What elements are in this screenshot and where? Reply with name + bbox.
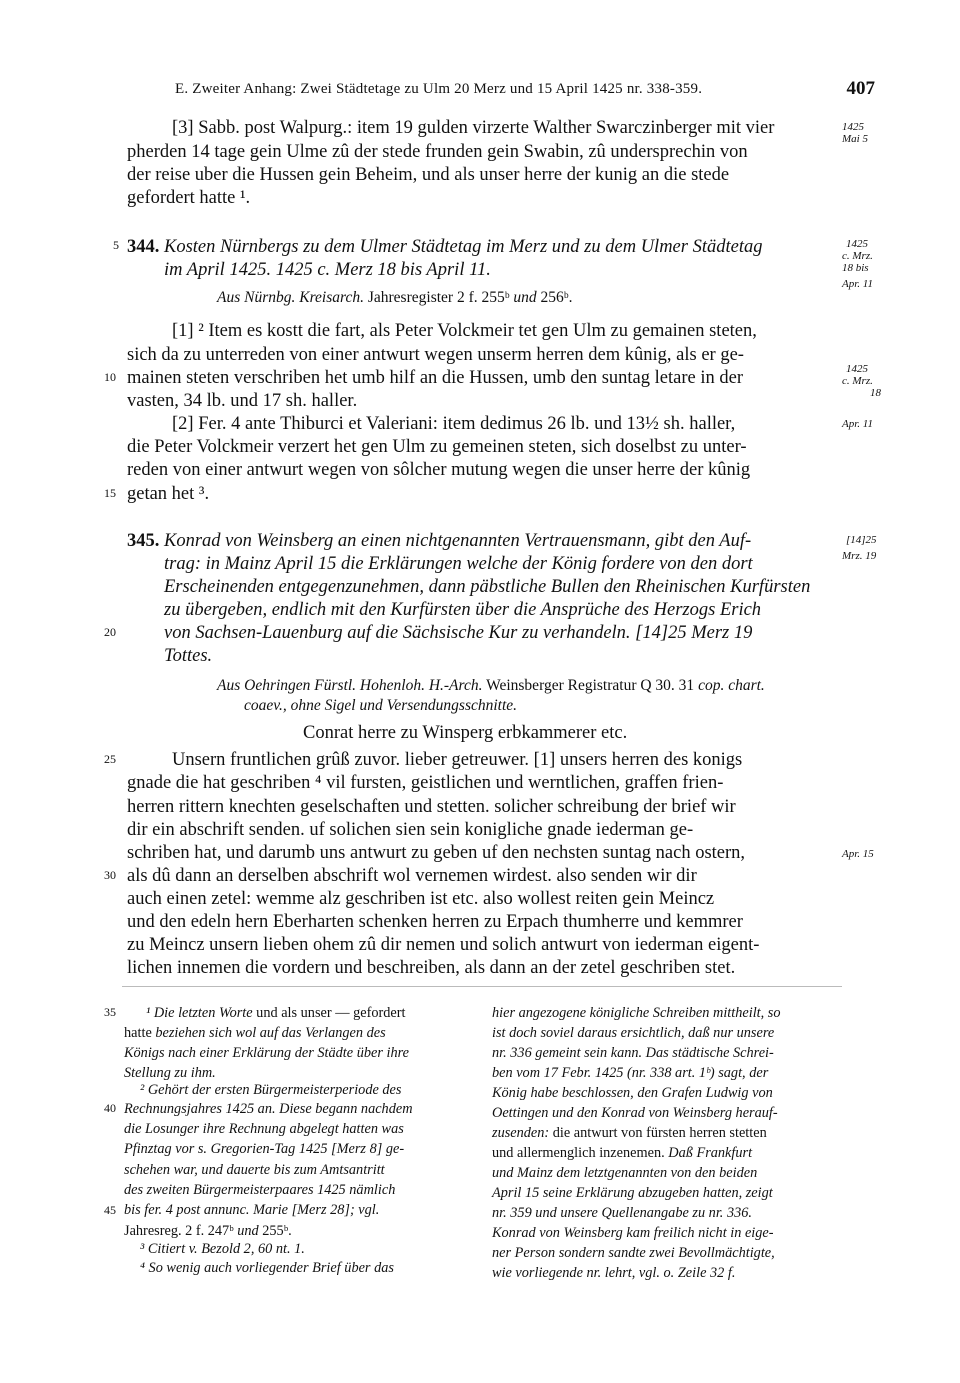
margin-year: 1425	[846, 363, 868, 375]
running-header	[175, 78, 875, 104]
margin-day: Mai 5	[842, 133, 868, 145]
source-archive: Aus Oehringen Fürstl. Hohenloh. H.-Arch.	[217, 677, 483, 694]
footnote-line: König habe beschlossen, den Grafen Ludwig von	[492, 1085, 773, 1101]
footnote-line: des zweiten Bürgermeisterpaares 1425 nämlich	[124, 1182, 396, 1198]
source-conj: und	[513, 289, 537, 306]
footnote-text: die antwurt von fürsten herren stetten	[549, 1125, 767, 1141]
source-line	[217, 289, 572, 307]
doc-title: Konrad von Weinsberg an einen nichtgenannten Vertrauensmann, gibt den Auf-	[164, 531, 752, 551]
footnote-text: und als unser — gefordert	[252, 1005, 406, 1021]
footnote-text: 255ᵇ.	[258, 1223, 292, 1239]
margin-date	[842, 238, 873, 290]
text-line: zu Meincz unsern lieben ohem zû dir nemen und solich antwurt von iederman eigent-	[127, 935, 760, 955]
text-line: herren rittern knechten geselschaften und stetten. solicher schreibung der brief wir	[127, 797, 736, 817]
footnote-text: beziehen sich wol auf das Verlangen des	[155, 1025, 386, 1041]
margin-year: [14]25	[846, 534, 877, 546]
text-line: [2] Fer. 4 ante Thiburci et Valeriani: item dedimus 26 lb. und 13½ sh. haller,	[172, 414, 736, 434]
margin-day: 18 bis	[842, 262, 869, 274]
footnote-line: Pfinztag vor s. Gregorien-Tag 1425 [Merz 8] ge-	[124, 1141, 405, 1157]
footnote-line: Konrad von Weinsberg kam freilich nicht in eige-	[492, 1225, 774, 1241]
footnote-line	[146, 1003, 405, 1024]
doc-title: zu übergeben, endlich mit den Kurfürsten über die Ansprüche des Herzogs Erich	[164, 600, 762, 620]
page-number: 407	[846, 78, 875, 99]
doc-number: 344.	[127, 237, 160, 257]
letter-address: Conrat herre zu Winsperg erbkammerer etc.	[303, 723, 628, 743]
text-line: gefordert hatte ¹.	[127, 188, 251, 208]
footnote-line	[124, 1023, 386, 1044]
margin-day: c. Mrz.	[842, 250, 873, 262]
footnote-line: schehen war, und dauerte bis zum Amtsantritt	[124, 1162, 385, 1178]
line-number: 35	[104, 1005, 116, 1019]
text-line: sich da zu unterreden von einer antwurt wegen unserm herren dem kûnig, als er ge-	[127, 345, 744, 365]
line-number: 30	[104, 868, 116, 882]
footnote-line: Oettingen und den Konrad von Weinsberg herauf-	[492, 1105, 778, 1121]
footnote-line: die Losunger ihre Rechnung abgelegt hatten was	[124, 1121, 404, 1137]
footnote-text: Daß Frankfurt	[668, 1145, 753, 1161]
text-line: die Peter Volckmeir verzert het gen Ulm zu gemeinen steten, sich doselbst zu unter-	[127, 437, 747, 457]
source-line: coaev., ohne Sigel und Versendungsschnitte.	[244, 697, 518, 714]
footnote-text: und allermenglich inzenemen.	[492, 1145, 669, 1161]
footnote-line: bis fer. 4 post annunc. Marie [Merz 28]; vgl.	[124, 1202, 380, 1218]
text-line: pherden 14 tage gein Ulme zû der stede frunden gein Swabin, zû undersprechin von	[127, 142, 748, 162]
margin-day: Apr. 11	[842, 278, 873, 290]
line-number: 10	[104, 370, 116, 384]
margin-day: Mrz. 19	[842, 550, 877, 562]
text-line: als dû dann an derselben abschrift wol vernemen wirdest. also senden wir dir	[127, 866, 697, 886]
footnote-text: und	[237, 1223, 259, 1239]
margin-date: Apr. 11	[842, 418, 873, 430]
footnote-text: Jahresreg. 2 f. 247ᵇ	[124, 1223, 238, 1239]
doc-title: im April 1425. 1425 c. Merz 18 bis April 11.	[164, 260, 491, 280]
text-line: mainen steten verschriben het umb hilf an die Hussen, umb den suntag letare in der	[127, 368, 743, 388]
text-line: reden von einer antwurt wegen von sôlcher mutung wegen die unser herre der kûnig	[127, 460, 751, 480]
footnote-line: Königs nach einer Erklärung der Städte über ihre	[124, 1045, 409, 1061]
line-number: 45	[104, 1203, 116, 1217]
doc-number: 345.	[127, 531, 160, 551]
footnote-line: wie vorliegende nr. lehrt, vgl. o. Zeile 32 f.	[492, 1265, 736, 1281]
footnote-line: hier angezogene königliche Schreiben mittheilt, so	[492, 1005, 781, 1021]
footnote-line: und Mainz dem letztgenannten von den beiden	[492, 1165, 758, 1181]
text-line: auch einen zetel: wemme alz geschriben ist etc. also wollest reiten gein Meincz	[127, 889, 715, 909]
footnote-text: ¹ Die letzten Worte	[146, 1005, 253, 1021]
footnote-line: nr. 359 und unsere Quellenangabe zu nr. 336.	[492, 1205, 752, 1221]
footnote-line: ist doch soviel daraus ersichtlich, daß nur unsere	[492, 1025, 775, 1041]
line-number: 15	[104, 486, 116, 500]
line-number: 40	[104, 1101, 116, 1115]
doc-heading	[127, 236, 762, 258]
text-line: [1] ² Item es kostt die fart, als Peter Volckmeir tet gen Ulm zu gemainen steten,	[172, 321, 757, 341]
margin-date: Apr. 15	[842, 848, 874, 860]
footnote-text: zusenden:	[492, 1125, 550, 1141]
footnote-line: April 15 seine Erklärung abzugeben hatten, zeigt	[492, 1185, 773, 1201]
footnote-text: hatte	[124, 1025, 156, 1041]
text-line: lichen innemen die vordern und beschreiben, als dann an der zetel geschriben stet.	[127, 958, 736, 978]
source-text: Jahresregister 2 f. 255ᵇ	[363, 289, 514, 306]
text-line: vasten, 34 lb. und 17 sh. haller.	[127, 391, 358, 411]
footnote-line	[492, 1143, 752, 1164]
margin-day: 18	[870, 387, 881, 399]
doc-title: Erscheinenden entgegenzunehmen, dann päbstliche Bullen den Rheinischen Kurfürsten	[164, 577, 811, 597]
footnote-line: ner Person sondern sandte zwei Bevollmächtigte,	[492, 1245, 775, 1261]
text-line: [3] Sabb. post Walpurg.: item 19 gulden virzerte Walther Swarczinberger mit vier	[172, 118, 775, 138]
margin-year: 1425	[842, 121, 864, 133]
footnote-line	[492, 1123, 767, 1144]
text-line: schriben hat, und darumb uns antwurt zu geben uf den nechsten suntag nach ostern,	[127, 843, 746, 863]
source-archive: Aus Nürnbg. Kreisarch.	[217, 289, 364, 306]
footnote-line: Stellung zu ihm.	[124, 1065, 216, 1081]
line-number: 5	[113, 238, 119, 252]
margin-year: 1425	[846, 238, 868, 250]
source-text: cop. chart.	[698, 677, 765, 694]
text-line: der reise uber die Hussen gein Beheim, und als unser herre der kunig an die stede	[127, 165, 730, 185]
source-text: Weinsberger Registratur Q 30. 31	[482, 677, 699, 694]
source-line	[217, 677, 765, 695]
footnote-divider	[122, 986, 842, 987]
text-line: Unsern fruntlichen grûß zuvor. lieber getreuwer. [1] unsers herren des konigs	[172, 750, 743, 770]
footnote-line: ² Gehört der ersten Bürgermeisterperiode des	[140, 1082, 402, 1098]
line-number: 20	[104, 625, 116, 639]
margin-date	[842, 121, 868, 145]
margin-day: c. Mrz.	[842, 375, 873, 387]
footnote-line: nr. 336 gemeint sein kann. Das städtische Schrei-	[492, 1045, 774, 1061]
doc-title: trag: in Mainz April 15 die Erklärungen welche der König fordere von den dort	[164, 554, 753, 574]
doc-title: von Sachsen-Lauenburg auf die Sächsische Kur zu verhandeln. [14]25 Merz 19	[164, 623, 753, 643]
footnote-line: ben vom 17 Febr. 1425 (nr. 338 art. 1ᵇ) sagt, der	[492, 1065, 769, 1081]
margin-date	[842, 363, 881, 399]
text-line: getan het ³.	[127, 484, 210, 504]
running-title: E. Zweiter Anhang: Zwei Städtetage zu Ulm 20 Merz und 15 April 1425 nr. 338-359.	[175, 81, 703, 97]
margin-date	[842, 534, 877, 562]
doc-heading	[127, 530, 751, 552]
line-number: 25	[104, 752, 116, 766]
doc-title: Kosten Nürnbergs zu dem Ulmer Städtetag im Merz und zu dem Ulmer Städtetag	[164, 237, 763, 257]
text-line: und den edeln hern Eberharten schenken herren zu Erpach thumherre und kemmrer	[127, 912, 743, 932]
footnote-line: ³ Citiert v. Bezold 2, 60 nt. 1.	[140, 1241, 305, 1257]
footnote-line: ⁴ So wenig auch vorliegender Brief über das	[140, 1260, 394, 1276]
footnote-line: Rechnungsjahres 1425 an. Diese begann nachdem	[124, 1101, 413, 1117]
text-line: dir ein abschrift senden. uf solichen sien sein konigliche gnade iederman ge-	[127, 820, 694, 840]
source-text: 256ᵇ.	[536, 289, 573, 306]
text-line: gnade die hat geschriben ⁴ vil fursten, geistlichen und werntlichen, graffen frien-	[127, 773, 724, 793]
doc-title: Tottes.	[164, 646, 213, 666]
